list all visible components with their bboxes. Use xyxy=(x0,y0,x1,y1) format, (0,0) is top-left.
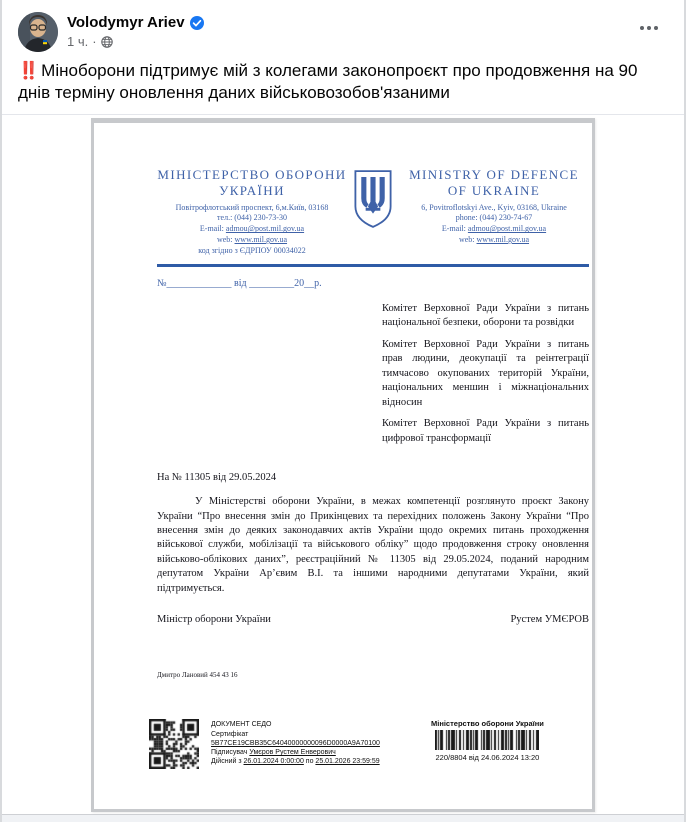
sedo-title: ДОКУМЕНТ СЕДО xyxy=(211,721,272,729)
letter-body: У Міністерстві оборони України, в межах компетенції розглянуто проєкт Закону України “Про внесення змін до Прикінцевих та перехідних положень Закону України “Про внесення змін до деяких законодавчих актів України щодо окремих питань проходження військової служби, мобілізації та військового обліку” щодо продовження строку оновлення військово-облікових даних”, реєстраційний № 11305 від 29.05.2024, поданий народним депутатом України Ар’євим В.І. та іншими народними депутатами України, який підтримується. xyxy=(157,496,589,594)
letterhead xyxy=(157,167,589,256)
reply-reference: На № 11305 від 29.05.2024 xyxy=(157,472,277,484)
sedo-signature-block xyxy=(211,719,418,766)
address-en: 6, Povitroflotskyi Ave., Kyiv, 03168, Ukraine xyxy=(421,202,567,212)
executor-line: Дмитро Лановий 454 43 16 xyxy=(157,671,238,680)
header-meta xyxy=(67,12,204,49)
ukraine-trident-emblem-icon xyxy=(347,167,399,230)
stamp-number: 220/8804 від 24.06.2024 13:20 xyxy=(435,753,540,763)
author-name[interactable]: Volodymyr Ariev xyxy=(67,14,185,31)
phone-en: phone: (044) 230-74-67 xyxy=(455,213,533,223)
letter-footer xyxy=(149,719,589,769)
registration-stamp xyxy=(418,719,557,762)
email-en: E-mail: admou@post.mil.gov.ua xyxy=(441,224,547,234)
reference-number-line: №_____________ від _________20__р. xyxy=(157,277,322,289)
edrpou: код згідно з ЄДРПОУ 00034022 xyxy=(198,245,306,255)
signature-name: Рустем УМЄРОВ xyxy=(510,614,589,626)
stamp-org-name: Міністерство оборони України xyxy=(430,719,544,729)
recipients-block xyxy=(382,302,589,446)
post-meta-row xyxy=(67,34,204,49)
post-text-body: Міноборони підтримує мій з колегами законопроєкт про продовження на 90 днів терміну оновлення даних військовозобов'язаними xyxy=(18,61,638,103)
verified-badge-icon xyxy=(190,16,204,30)
signature-row xyxy=(157,614,589,625)
post-header xyxy=(2,0,684,52)
web-ua: web: www.mil.gov.ua xyxy=(216,235,288,245)
signature-title: Міністр оборони України xyxy=(157,614,271,626)
post-card xyxy=(2,0,684,822)
meta-separator: · xyxy=(92,34,97,49)
recipient-committee-3: Комітет Верховної Ради України з питань цифрової трансформації xyxy=(382,418,589,444)
letterhead-divider xyxy=(157,264,589,267)
globe-icon xyxy=(101,36,113,48)
scanned-letter-page xyxy=(91,118,595,812)
card-bottom-edge xyxy=(2,814,684,822)
barcode xyxy=(435,730,539,750)
recipient-committee-1: Комітет Верховної Ради України з питань національної безпеки, оборони та розвідки xyxy=(382,302,589,329)
double-exclamation-icon: ‼️ xyxy=(18,61,40,80)
sedo-certificate: Сертифікат 5B77CE19CBB35C64040000000096D0000A9A70100 xyxy=(211,730,380,747)
email-ua: E-mail: admou@post.mil.gov.ua xyxy=(199,224,305,234)
ministry-title-en: MINISTRY OF DEFENCE OF UKRAINE xyxy=(409,167,579,199)
sedo-signer: Підписувач Умєров Рустем Енверович xyxy=(211,749,336,757)
post-timestamp[interactable]: 1 ч. xyxy=(67,34,89,49)
post-options-button[interactable] xyxy=(636,18,662,38)
avatar-photo xyxy=(18,12,58,52)
phone-ua: тел.: (044) 230-73-30 xyxy=(217,213,287,223)
letterhead-left xyxy=(157,167,347,256)
address-ua: Повітрофлотський проспект, 6,м.Київ, 03168 xyxy=(175,202,329,212)
recipient-committee-2: Комітет Верховної Ради України з питань прав людини, деокупації та реінтеграції тимчасово окупованих територій України, національних меншин і міжнаціональних відносин xyxy=(382,338,589,408)
post-image-attachment[interactable] xyxy=(2,114,684,814)
web-en: web: www.mil.gov.ua xyxy=(458,235,530,245)
post-text xyxy=(2,52,684,114)
avatar[interactable] xyxy=(18,12,58,52)
ministry-title-ua: МІНІСТЕРСТВО ОБОРОНИ УКРАЇНИ xyxy=(157,167,347,199)
sedo-validity: Дійсний з 26.01.2024 0:00:00 по 25.01.2026 23:59:59 xyxy=(211,758,380,766)
letterhead-right xyxy=(399,167,589,246)
qr-code xyxy=(149,719,199,769)
